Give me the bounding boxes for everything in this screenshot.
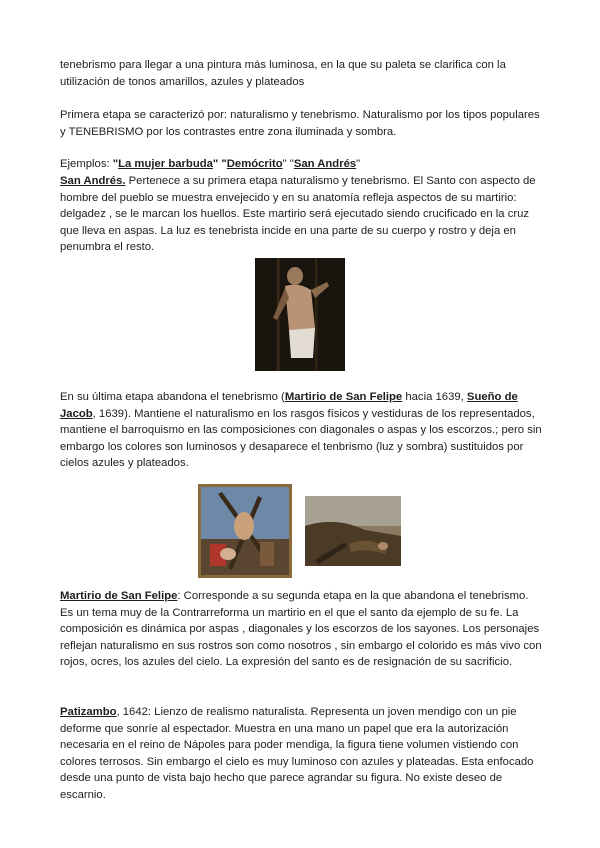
link-sueno-de-jacob[interactable]: Sueño de Jacob (60, 391, 518, 420)
link-democrito[interactable]: Demócrito (226, 158, 283, 170)
martirio-paragraph (60, 588, 544, 671)
ultima-etapa-t3: , 1639). Mantiene el naturalismo en los rasgos físicos y vestiduras de los representados, mantiene el barroquismo en las composiciones con diagonales o aspas y los escorzos.; pero sin embargo los colores son luminosos y desaparece el tenbrismo (luz y sombra) sustituidos por cielos azules y plateados. (60, 407, 542, 470)
ejemplos-prefix: Ejemplos: (60, 158, 113, 170)
patizambo-paragraph (60, 704, 544, 804)
patizambo-title[interactable]: Patizambo (60, 706, 117, 718)
san-andres-image-icon (255, 258, 345, 371)
ultima-etapa-t1: En su última etapa abandona el tenebrismo ( (60, 391, 285, 403)
link-martirio-san-felipe[interactable]: Martirio de San Felipe (284, 391, 403, 403)
link-mujer-barbuda[interactable]: La mujer barbuda (118, 158, 213, 170)
patizambo-text: , 1642: Lienzo de realismo naturalista. Representa un joven mendigo con un pie deforme que sonríe al espectador. Muestra en una mano un papel que era la autorización necesaria en el reino de Nápoles para poder mendiga, la figura tiene volumen vistiendo con colores terrosos. Sin embargo el cielo es muy luminoso con azules y plateadas. Esta enfocado desde una punto de vista bajo hecho que parece agrandar su figura. No existe deseo de escarnio. (60, 706, 534, 801)
san-andres-painting (255, 258, 345, 371)
martirio-image-icon (198, 484, 292, 578)
ejemplos-line (60, 156, 544, 173)
ultima-etapa-paragraph (60, 389, 544, 472)
jacob-image-icon (305, 496, 401, 566)
link-san-andres[interactable]: San Andrés (293, 158, 357, 170)
ultima-etapa-t2: hacia 1639, (402, 391, 467, 403)
primera-etapa-paragraph: Primera etapa se caracterizó por: naturalismo y tenebrismo. Naturalismo por los tipos populares y TENEBRISMO por los contrastes entre zona iluminada y sombra. (60, 109, 540, 138)
martirio-title[interactable]: Martirio de San Felipe (60, 590, 178, 602)
jacob-painting (305, 496, 401, 566)
san-andres-paragraph (60, 173, 544, 256)
intro-paragraph: tenebrismo para llegar a una pintura más luminosa, en la que su paleta se clarifica con la utilización de tonos amarillos, azules y plateados (60, 59, 506, 88)
martirio-painting (198, 484, 292, 578)
san-andres-title[interactable]: San Andrés. (60, 175, 126, 187)
quote-4: " (356, 158, 361, 170)
quote-2: " " (212, 158, 227, 170)
quote-1: " (112, 158, 119, 170)
quote-3: " " (282, 158, 294, 170)
san-andres-text: Pertenece a su primera etapa naturalismo y tenebrismo. El Santo con aspecto de hombre del pueblo se muestra envejecido y en su anatomía refleja aspectos de su martirio: delgadez , se le marcan los huellos. Este martirio será ejecutado siendo crucificado en la cruz que lleva en aspas. La luz es tenebrista incide en una parte de su cuerpo y rostro y deja en penumbra el resto. (60, 175, 536, 254)
martirio-text: : Corresponde a su segunda etapa en la que abandona el tenebrismo. Es un tema muy de la Contrarreforma un martirio en el que el santo da ejemplo de su fe. La composición es dinámica por aspas , diagonales y los escorzos de los sayones. Los personajes reflejan naturalismo en sus rostros son como nosotros , sin embargo el colorido es más vivo con rojos, ocres, los azules del cielo. La expresión del santo es de resignación de su sacrificio. (60, 590, 542, 669)
